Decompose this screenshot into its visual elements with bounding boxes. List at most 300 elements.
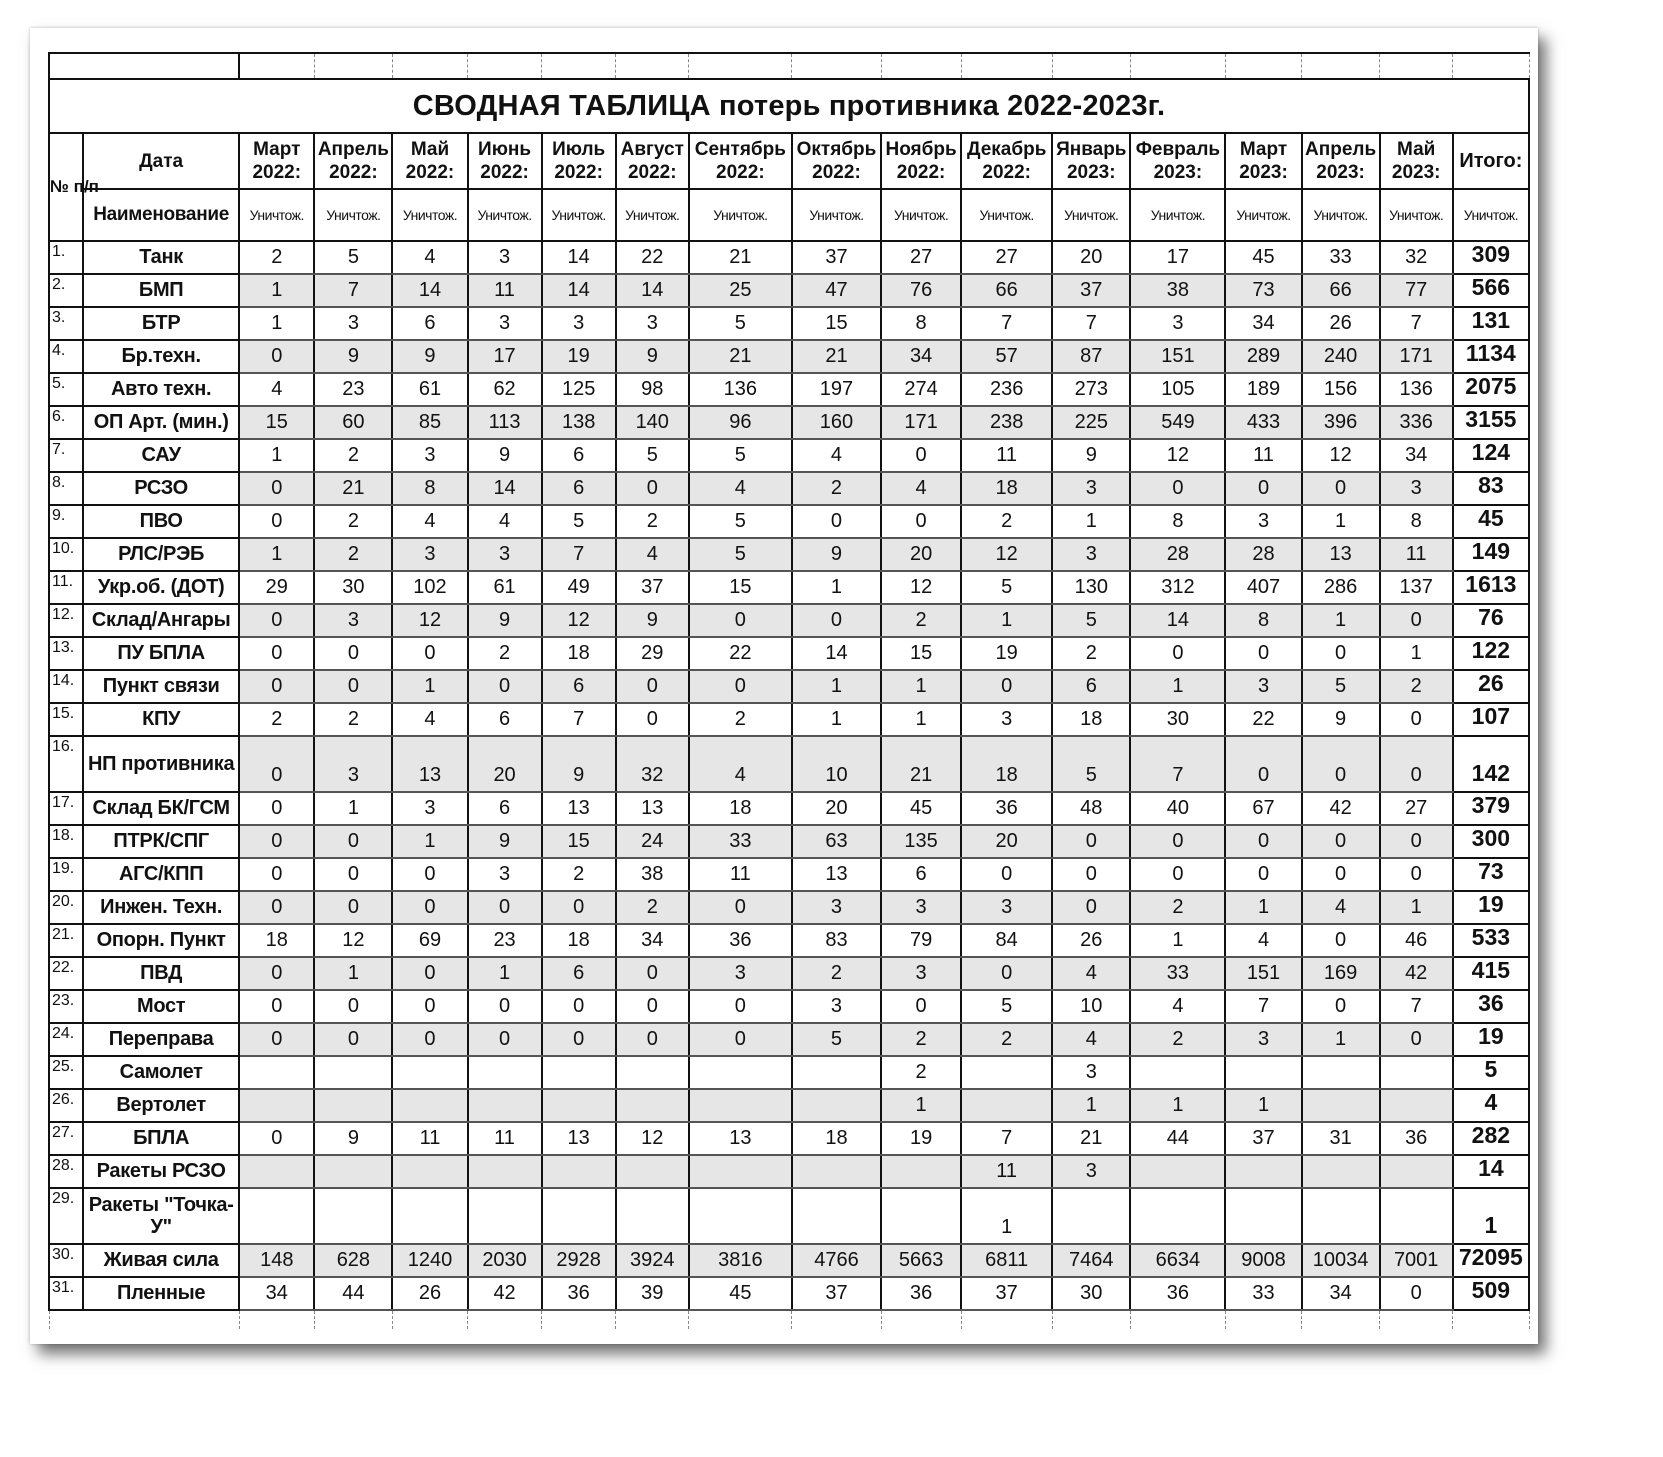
month-value: 6634 <box>1130 1244 1225 1277</box>
month-value: 2 <box>1130 1023 1225 1056</box>
month-value <box>616 1056 689 1089</box>
month-value: 17 <box>1130 241 1225 274</box>
month-value: 3 <box>792 891 881 924</box>
destroyed-subheader: Уничтож. <box>1380 189 1453 241</box>
month-value: 7 <box>961 307 1052 340</box>
month-value: 0 <box>616 1023 689 1056</box>
month-year: 2023: <box>1153 162 1203 183</box>
table-row <box>49 571 1529 604</box>
month-value: 36 <box>689 924 792 957</box>
blank-cell <box>239 53 314 79</box>
month-value: 137 <box>1380 571 1453 604</box>
month-value: 20 <box>792 792 881 825</box>
month-value: 1 <box>239 307 314 340</box>
month-name: Июль <box>552 139 606 160</box>
month-value: 21 <box>314 472 392 505</box>
row-number: 23. <box>49 990 83 1023</box>
month-value: 21 <box>792 340 881 373</box>
month-value: 18 <box>1052 703 1130 736</box>
row-number: 29. <box>49 1188 83 1244</box>
month-value: 29 <box>239 571 314 604</box>
month-value: 0 <box>1130 858 1225 891</box>
table-row <box>49 825 1529 858</box>
table-row <box>49 703 1529 736</box>
month-header <box>314 133 392 189</box>
month-value: 3 <box>1225 505 1301 538</box>
month-value: 36 <box>881 1277 961 1310</box>
month-value: 140 <box>616 406 689 439</box>
month-value: 4 <box>392 703 467 736</box>
month-value: 0 <box>239 472 314 505</box>
row-total: 142 <box>1453 736 1529 792</box>
month-value: 0 <box>239 792 314 825</box>
table-row <box>49 736 1529 792</box>
month-value: 125 <box>542 373 616 406</box>
month-name: Октябрь <box>796 139 877 160</box>
month-value: 1 <box>1380 891 1453 924</box>
month-value: 1 <box>1302 604 1380 637</box>
item-name: РСЗО <box>83 472 239 505</box>
item-name: Укр.об. (ДОТ) <box>83 571 239 604</box>
blank-cell <box>881 53 961 79</box>
month-value: 3 <box>961 703 1052 736</box>
table-row <box>49 241 1529 274</box>
month-value: 1 <box>792 703 881 736</box>
month-value: 17 <box>468 340 542 373</box>
month-value: 3 <box>1225 1023 1301 1056</box>
month-value <box>468 1188 542 1244</box>
blank-cell <box>314 1310 392 1329</box>
month-value: 171 <box>1380 340 1453 373</box>
month-value: 3 <box>542 307 616 340</box>
month-value <box>314 1188 392 1244</box>
month-value: 4 <box>689 736 792 792</box>
item-name: Склад БК/ГСМ <box>83 792 239 825</box>
month-value: 11 <box>468 274 542 307</box>
month-header <box>542 133 616 189</box>
month-name: Апрель <box>317 139 389 160</box>
blank-cell <box>314 53 392 79</box>
month-name: Апрель <box>1305 139 1377 160</box>
month-value: 45 <box>1225 241 1301 274</box>
month-value: 5 <box>1052 736 1130 792</box>
row-total: 36 <box>1453 990 1529 1023</box>
month-header <box>1130 133 1225 189</box>
month-value: 15 <box>792 307 881 340</box>
item-name: Склад/Ангары <box>83 604 239 637</box>
month-value <box>689 1188 792 1244</box>
month-value: 31 <box>1302 1122 1380 1155</box>
month-value: 0 <box>961 670 1052 703</box>
row-number: 2. <box>49 274 83 307</box>
month-value: 18 <box>961 736 1052 792</box>
month-value: 1240 <box>392 1244 467 1277</box>
destroyed-subheader: Уничтож. <box>542 189 616 241</box>
month-value: 25 <box>689 274 792 307</box>
month-value: 289 <box>1225 340 1301 373</box>
blank-cell <box>392 1310 467 1329</box>
month-value <box>616 1089 689 1122</box>
month-value: 2 <box>792 957 881 990</box>
month-value: 2 <box>616 891 689 924</box>
row-total: 2075 <box>1453 373 1529 406</box>
month-value: 96 <box>689 406 792 439</box>
row-number: 4. <box>49 340 83 373</box>
month-value: 48 <box>1052 792 1130 825</box>
row-number: 27. <box>49 1122 83 1155</box>
month-value: 26 <box>1302 307 1380 340</box>
month-value: 6 <box>542 439 616 472</box>
month-value: 0 <box>239 825 314 858</box>
month-value: 312 <box>1130 571 1225 604</box>
month-value: 5 <box>542 505 616 538</box>
month-year: 2022: <box>329 162 378 183</box>
destroyed-subheader: Уничтож. <box>1130 189 1225 241</box>
month-value: 1 <box>468 957 542 990</box>
month-value: 37 <box>1225 1122 1301 1155</box>
month-value: 1 <box>1052 1089 1130 1122</box>
month-value: 0 <box>239 637 314 670</box>
month-value: 2 <box>468 637 542 670</box>
month-value: 3 <box>468 241 542 274</box>
month-name: Декабрь <box>966 139 1047 160</box>
month-value: 1 <box>239 439 314 472</box>
month-value: 34 <box>616 924 689 957</box>
blank-cell <box>1130 1310 1225 1329</box>
month-value <box>616 1188 689 1244</box>
month-value: 8 <box>1225 604 1301 637</box>
month-value: 6 <box>542 472 616 505</box>
month-value: 240 <box>1302 340 1380 373</box>
month-value: 13 <box>542 1122 616 1155</box>
row-number: 11. <box>49 571 83 604</box>
row-total: 300 <box>1453 825 1529 858</box>
month-value: 19 <box>961 637 1052 670</box>
month-value: 5 <box>1052 604 1130 637</box>
month-value: 6811 <box>961 1244 1052 1277</box>
month-value: 0 <box>1225 858 1301 891</box>
month-value <box>392 1056 467 1089</box>
row-number: 26. <box>49 1089 83 1122</box>
month-value: 3 <box>1130 307 1225 340</box>
month-value: 4 <box>1052 1023 1130 1056</box>
month-value <box>1225 1188 1301 1244</box>
month-value: 0 <box>239 957 314 990</box>
month-value: 5 <box>961 990 1052 1023</box>
row-number: 1. <box>49 241 83 274</box>
month-value: 20 <box>881 538 961 571</box>
row-total: 509 <box>1453 1277 1529 1310</box>
month-value: 0 <box>1130 825 1225 858</box>
month-value: 2 <box>881 1056 961 1089</box>
month-value: 3924 <box>616 1244 689 1277</box>
month-value: 6 <box>468 703 542 736</box>
row-number: 18. <box>49 825 83 858</box>
month-year: 2023: <box>1316 162 1365 183</box>
month-value: 4 <box>689 472 792 505</box>
table-row <box>49 1089 1529 1122</box>
destroyed-subheader: Уничтож. <box>314 189 392 241</box>
row-number: 16. <box>49 736 83 792</box>
blank-cell <box>1380 53 1453 79</box>
month-value <box>792 1155 881 1188</box>
month-value: 79 <box>881 924 961 957</box>
row-total: 14 <box>1453 1155 1529 1188</box>
month-value: 0 <box>468 891 542 924</box>
row-total: 131 <box>1453 307 1529 340</box>
row-number-header: № п/п <box>49 133 83 241</box>
month-value: 34 <box>239 1277 314 1310</box>
month-header <box>881 133 961 189</box>
month-value: 3 <box>1052 472 1130 505</box>
month-value: 13 <box>392 736 467 792</box>
month-value: 9 <box>616 340 689 373</box>
month-value: 0 <box>1225 637 1301 670</box>
destroyed-subheader: Уничтож. <box>881 189 961 241</box>
month-value: 66 <box>1302 274 1380 307</box>
table-row <box>49 340 1529 373</box>
month-value: 10 <box>792 736 881 792</box>
month-name: Февраль <box>1135 139 1221 160</box>
month-value: 14 <box>1130 604 1225 637</box>
month-value: 2 <box>1052 637 1130 670</box>
month-value: 1 <box>1130 924 1225 957</box>
month-value <box>542 1056 616 1089</box>
month-value: 98 <box>616 373 689 406</box>
item-name: Мост <box>83 990 239 1023</box>
month-value: 13 <box>689 1122 792 1155</box>
table-row <box>49 957 1529 990</box>
item-name: АГС/КПП <box>83 858 239 891</box>
month-value <box>1302 1188 1380 1244</box>
month-value: 136 <box>1380 373 1453 406</box>
month-value: 12 <box>881 571 961 604</box>
month-year: 2022: <box>252 162 302 183</box>
month-value <box>1380 1089 1453 1122</box>
month-value: 8 <box>881 307 961 340</box>
item-name: Живая сила <box>83 1244 239 1277</box>
item-name: Ракеты "Точка-У" <box>83 1188 239 1244</box>
month-value: 7 <box>1052 307 1130 340</box>
month-value <box>468 1155 542 1188</box>
month-year: 2022: <box>554 162 603 183</box>
month-value: 37 <box>792 241 881 274</box>
month-value: 1 <box>961 604 1052 637</box>
month-value: 4 <box>392 241 467 274</box>
month-value: 32 <box>1380 241 1453 274</box>
month-value: 60 <box>314 406 392 439</box>
month-value: 1 <box>314 792 392 825</box>
month-value: 0 <box>468 1023 542 1056</box>
month-value: 4 <box>1052 957 1130 990</box>
month-value: 0 <box>1052 825 1130 858</box>
item-name: КПУ <box>83 703 239 736</box>
month-value: 2 <box>1380 670 1453 703</box>
destroyed-subheader: Уничтож. <box>1052 189 1130 241</box>
month-value: 33 <box>1302 241 1380 274</box>
month-value: 83 <box>792 924 881 957</box>
month-value: 14 <box>542 241 616 274</box>
month-value <box>314 1089 392 1122</box>
item-name: Самолет <box>83 1056 239 1089</box>
month-year: 2022: <box>480 162 529 183</box>
month-value: 628 <box>314 1244 392 1277</box>
month-value: 26 <box>392 1277 467 1310</box>
month-value: 0 <box>1302 825 1380 858</box>
blank-cell <box>542 1310 616 1329</box>
table-row <box>49 670 1529 703</box>
blank-cell <box>792 1310 881 1329</box>
blank-cell <box>792 53 881 79</box>
table-row <box>49 792 1529 825</box>
month-value: 42 <box>468 1277 542 1310</box>
blank-top-row <box>49 53 1529 79</box>
item-name: Инжен. Техн. <box>83 891 239 924</box>
item-name: ПТРК/СПГ <box>83 825 239 858</box>
month-value <box>542 1155 616 1188</box>
month-value: 14 <box>468 472 542 505</box>
row-number: 15. <box>49 703 83 736</box>
month-value: 6 <box>468 792 542 825</box>
month-value: 11 <box>689 858 792 891</box>
month-year: 2023: <box>1239 162 1288 183</box>
month-value: 0 <box>1380 736 1453 792</box>
month-value <box>689 1056 792 1089</box>
month-value: 7 <box>1225 990 1301 1023</box>
table-row <box>49 406 1529 439</box>
item-name: ПВО <box>83 505 239 538</box>
month-value: 1 <box>392 670 467 703</box>
month-value: 0 <box>1380 1277 1453 1310</box>
item-name: САУ <box>83 439 239 472</box>
month-value: 36 <box>1130 1277 1225 1310</box>
blank-cell <box>1052 53 1130 79</box>
row-total: 533 <box>1453 924 1529 957</box>
month-value: 20 <box>1052 241 1130 274</box>
month-value: 14 <box>792 637 881 670</box>
table-row <box>49 538 1529 571</box>
month-value: 30 <box>1052 1277 1130 1310</box>
month-value: 6 <box>542 670 616 703</box>
blank-cell <box>1302 53 1380 79</box>
month-value: 21 <box>881 736 961 792</box>
month-value: 1 <box>881 703 961 736</box>
month-name: Март <box>253 139 301 160</box>
month-value: 20 <box>961 825 1052 858</box>
month-value <box>1302 1155 1380 1188</box>
month-value: 3 <box>1052 1155 1130 1188</box>
month-value: 4766 <box>792 1244 881 1277</box>
month-value: 2 <box>314 703 392 736</box>
month-value: 0 <box>1302 472 1380 505</box>
month-value: 1 <box>314 957 392 990</box>
row-total: 4 <box>1453 1089 1529 1122</box>
month-value: 8 <box>1380 505 1453 538</box>
month-value: 113 <box>468 406 542 439</box>
item-name: Танк <box>83 241 239 274</box>
destroyed-subheader: Уничтож. <box>392 189 467 241</box>
month-value: 29 <box>616 637 689 670</box>
row-number: 19. <box>49 858 83 891</box>
month-value <box>881 1188 961 1244</box>
month-value: 12 <box>392 604 467 637</box>
month-value: 0 <box>239 891 314 924</box>
month-value: 156 <box>1302 373 1380 406</box>
title-row <box>49 79 1529 133</box>
month-header <box>392 133 467 189</box>
month-value: 14 <box>392 274 467 307</box>
month-value: 0 <box>1130 637 1225 670</box>
month-value: 10 <box>1052 990 1130 1023</box>
month-value: 0 <box>1225 825 1301 858</box>
month-value: 3 <box>961 891 1052 924</box>
row-total: 5 <box>1453 1056 1529 1089</box>
month-value: 9 <box>468 439 542 472</box>
table-row <box>49 1277 1529 1310</box>
month-value: 3 <box>689 957 792 990</box>
month-value: 57 <box>961 340 1052 373</box>
month-name: Май <box>410 139 450 160</box>
month-value: 21 <box>689 241 792 274</box>
month-value: 2 <box>689 703 792 736</box>
month-value: 15 <box>239 406 314 439</box>
month-value: 69 <box>392 924 467 957</box>
table-row <box>49 1155 1529 1188</box>
month-value: 274 <box>881 373 961 406</box>
month-value <box>392 1089 467 1122</box>
row-number: 3. <box>49 307 83 340</box>
month-value: 76 <box>881 274 961 307</box>
month-value: 14 <box>616 274 689 307</box>
item-name: Бр.техн. <box>83 340 239 373</box>
name-header: Наименование <box>83 189 239 241</box>
month-value: 0 <box>239 340 314 373</box>
month-value: 33 <box>689 825 792 858</box>
blank-cell <box>542 53 616 79</box>
month-value: 7001 <box>1380 1244 1453 1277</box>
month-name: Сентябрь <box>694 139 786 160</box>
month-value: 1 <box>881 670 961 703</box>
month-value: 3 <box>392 538 467 571</box>
month-value: 0 <box>961 957 1052 990</box>
month-value: 0 <box>881 439 961 472</box>
month-value <box>792 1188 881 1244</box>
month-value: 0 <box>616 670 689 703</box>
month-value: 9 <box>314 1122 392 1155</box>
month-value: 0 <box>392 858 467 891</box>
month-value: 3 <box>1225 670 1301 703</box>
row-number: 20. <box>49 891 83 924</box>
month-value: 1 <box>1225 1089 1301 1122</box>
item-name: Пленные <box>83 1277 239 1310</box>
month-value: 9 <box>542 736 616 792</box>
month-value: 28 <box>1225 538 1301 571</box>
month-value: 12 <box>314 924 392 957</box>
month-value: 3 <box>314 604 392 637</box>
month-value: 102 <box>392 571 467 604</box>
row-total: 45 <box>1453 505 1529 538</box>
row-total: 379 <box>1453 792 1529 825</box>
month-year: 2022: <box>716 162 765 183</box>
row-number: 22. <box>49 957 83 990</box>
table-row <box>49 439 1529 472</box>
row-number: 24. <box>49 1023 83 1056</box>
month-value <box>314 1155 392 1188</box>
month-value: 0 <box>1302 924 1380 957</box>
month-value: 61 <box>392 373 467 406</box>
month-value: 0 <box>239 990 314 1023</box>
destroyed-subheader: Уничтож. <box>616 189 689 241</box>
